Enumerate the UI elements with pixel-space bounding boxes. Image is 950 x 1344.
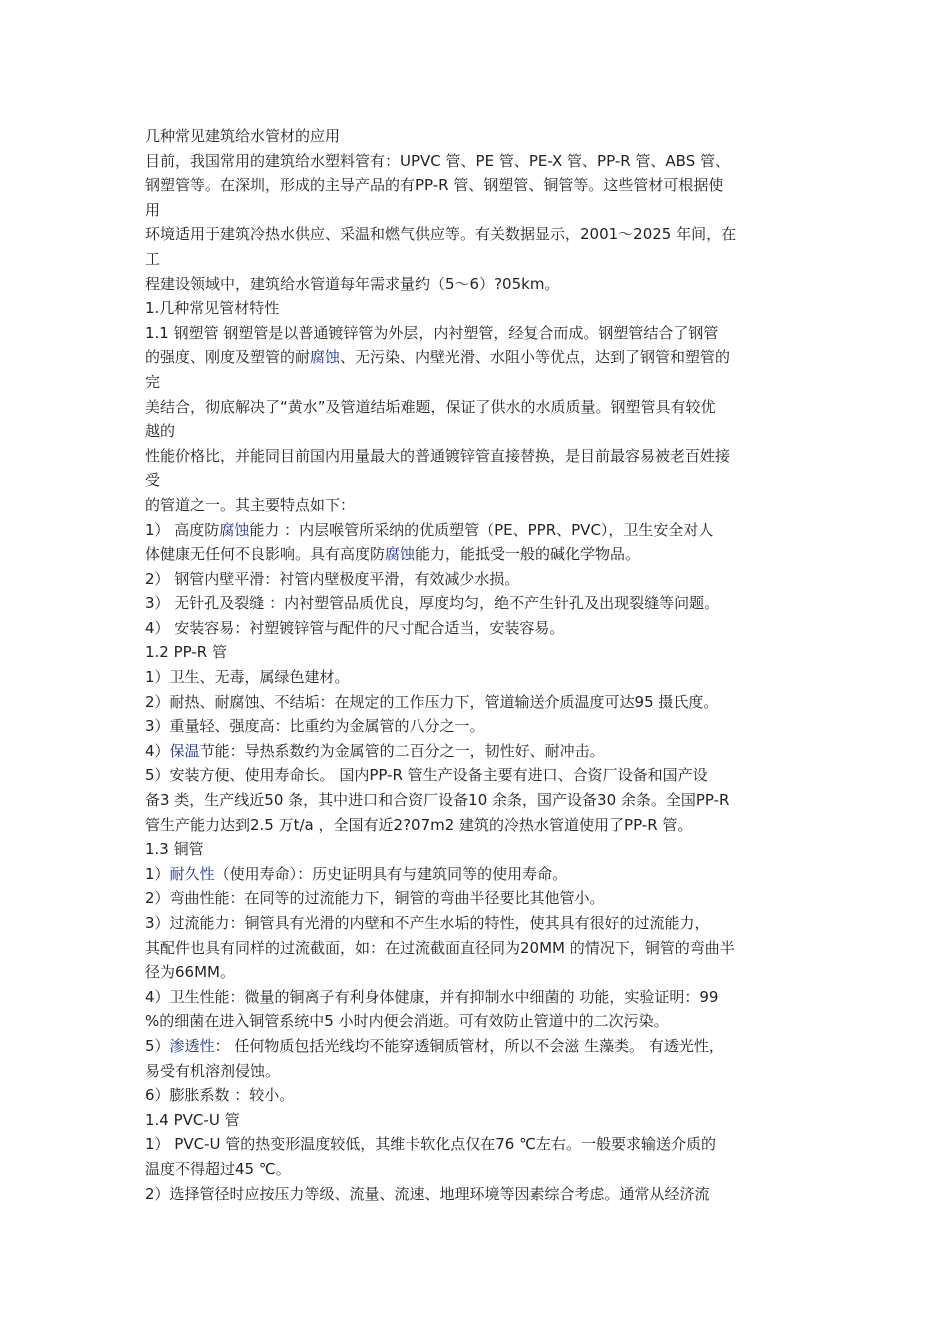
text-line: 工 [145,249,161,268]
text-line: 易受有机溶剂侵蚀。 [145,1061,281,1080]
text-line: 其配件也具有同样的过流截面，如：在过流截面直径同为20MM 的情况下，铜管的弯曲半 [145,938,735,957]
text-line: 受 [145,471,161,490]
text-line [145,345,810,370]
text-line: 目前，我国常用的建筑给水塑料管有：UPVC 管、PE 管、PE-X 管、PP-R 管、ABS 管、 [145,151,730,170]
text-line: 完 [145,372,161,391]
text-segment: 1） [145,864,170,883]
text-line: 1.1 钢塑管 钢塑管是以普通镀锌管为外层，内衬塑管，经复合而成。钢塑管结合了钢管 [145,323,719,342]
text-segment: 的强度、刚度及塑管的耐 [145,348,311,367]
text-line: 3）重量轻、强度高：比重约为金属管的八分之一。 [145,717,485,736]
text-line [145,862,810,887]
text-segment: 1） 高度防 [145,520,220,539]
text-line: 径为66MM。 [145,963,235,982]
text-line: 4）卫生性能：微量的铜离子有利身体健康，并有抑制水中细菌的 功能，实验证明：99 [145,987,719,1006]
keyword-link[interactable]: 腐蚀 [310,348,341,367]
text-line: 程建设领域中，建筑给水管道每年需求量约（5～6）?05km。 [145,274,560,293]
text-segment: （使用寿命）：历史证明具有与建筑同等的使用寿命。 [214,864,568,883]
text-line: 1.3 铜管 [145,840,204,859]
text-line: 2） 钢管内壁平滑：衬管内壁极度平滑，有效减少水损。 [145,569,520,588]
text-segment: 能力 ：内层喉管所采纳的优质塑管（PE、PPR、PVC），卫生安全对人 [249,520,714,539]
text-line: 备3 类，生产线近50 条，其中进口和合资厂设备10 余条，国产设备30 余条。全国PP-R [145,791,730,810]
text-line: 美结合，彻底解决了“黄水”及管道结垢难题，保证了供水的水质质量。钢塑管具有较优 [145,397,716,416]
text-line: 2）选择管径时应按压力等级、流量、流速、地理环境等因素综合考虑。通常从经济流 [145,1184,710,1203]
text-line: 4） 安装容易：衬塑镀锌管与配件的尺寸配合适当，安装容易。 [145,618,565,637]
text-segment: 4） [145,741,170,760]
text-line: 1）卫生、无毒，属绿色建材。 [145,668,350,687]
text-line: 1） PVC-U 管的热变形温度较低，其维卡软化点仅在76 ℃左右。一般要求输送介质的 [145,1135,716,1154]
document-body [145,124,810,1206]
text-line: 5）安装方便、使用寿命长。 国内PP-R 管生产设备主要有进口、合资厂设备和国产设 [145,766,708,785]
text-segment: 、无污染、内壁光滑、水阻小等优点，达到了钢管和塑管的 [340,348,731,367]
document-title: 几种常见建筑给水管材的应用 [145,127,341,145]
text-line: %的细菌在进入铜管系统中5 小时内便会消逝。可有效防止管道中的二次污染。 [145,1012,669,1031]
text-line: 温度不得超过45 ℃。 [145,1159,291,1178]
text-line: 3）过流能力：铜管具有光滑的内壁和不产生水垢的特性，使其具有很好的过流能力， [145,914,710,932]
text-line [145,518,810,543]
text-line: 2）弯曲性能：在同等的过流能力下，铜管的弯曲半径要比其他管小。 [145,889,605,908]
text-segment: ： 任何物质包括光线均不能穿透铜质管材，所以不会滋 生藻类。 有透光性， [214,1036,724,1055]
text-segment: 体健康无任何不良影响。具有高度防 [145,545,386,564]
text-line: 1.几种常见管材特性 [145,299,280,318]
text-line: 管生产能力达到2.5 万t/a ，全国有近2?07m2 建筑的冷热水管道使用了PP-R 管。 [145,815,693,834]
text-line: 6）膨胀系数 ：较小。 [145,1086,295,1105]
text-line: 用 [145,200,161,219]
text-line: 性能价格比，并能同目前国内用量最大的普通镀锌管直接替换，是目前最容易被老百姓接 [145,446,731,465]
text-line [145,739,810,764]
text-line: 越的 [145,422,176,441]
text-line: 1.2 PP-R 管 [145,643,227,662]
text-line: 环境适用于建筑冷热水供应、采温和燃气供应等。有关数据显示，2001～2025 年间，在 [145,225,737,244]
text-segment: 能力，能抵受一般的碱化学物品。 [415,545,641,564]
keyword-link[interactable]: 腐蚀 [219,520,250,539]
text-line [145,1034,810,1059]
text-line: 2）耐热、耐腐蚀、不结垢：在规定的工作压力下，管道输送介质温度可达95 摄氏度。 [145,692,719,711]
text-line [145,542,810,567]
keyword-link[interactable]: 保温 [169,741,200,760]
text-line: 1.4 PVC-U 管 [145,1110,240,1129]
keyword-link[interactable]: 渗透性 [169,1036,215,1055]
text-segment: 节能：导热系数约为金属管的二百分之一，韧性好、耐冲击。 [199,741,605,760]
text-line: 3） 无针孔及裂缝 ：内衬塑管品质优良，厚度均匀，绝不产生针孔及出现裂缝等问题。 [145,594,720,613]
text-segment: 5） [145,1036,170,1055]
keyword-link[interactable]: 腐蚀 [385,545,416,564]
keyword-link[interactable]: 耐久性 [169,864,215,883]
text-line: 的管道之一。其主要特点如下： [145,495,356,514]
text-line: 钢塑管等。在深圳，形成的主导产品的有PP-R 管、钢塑管、铜管等。这些管材可根据使 [145,176,724,195]
